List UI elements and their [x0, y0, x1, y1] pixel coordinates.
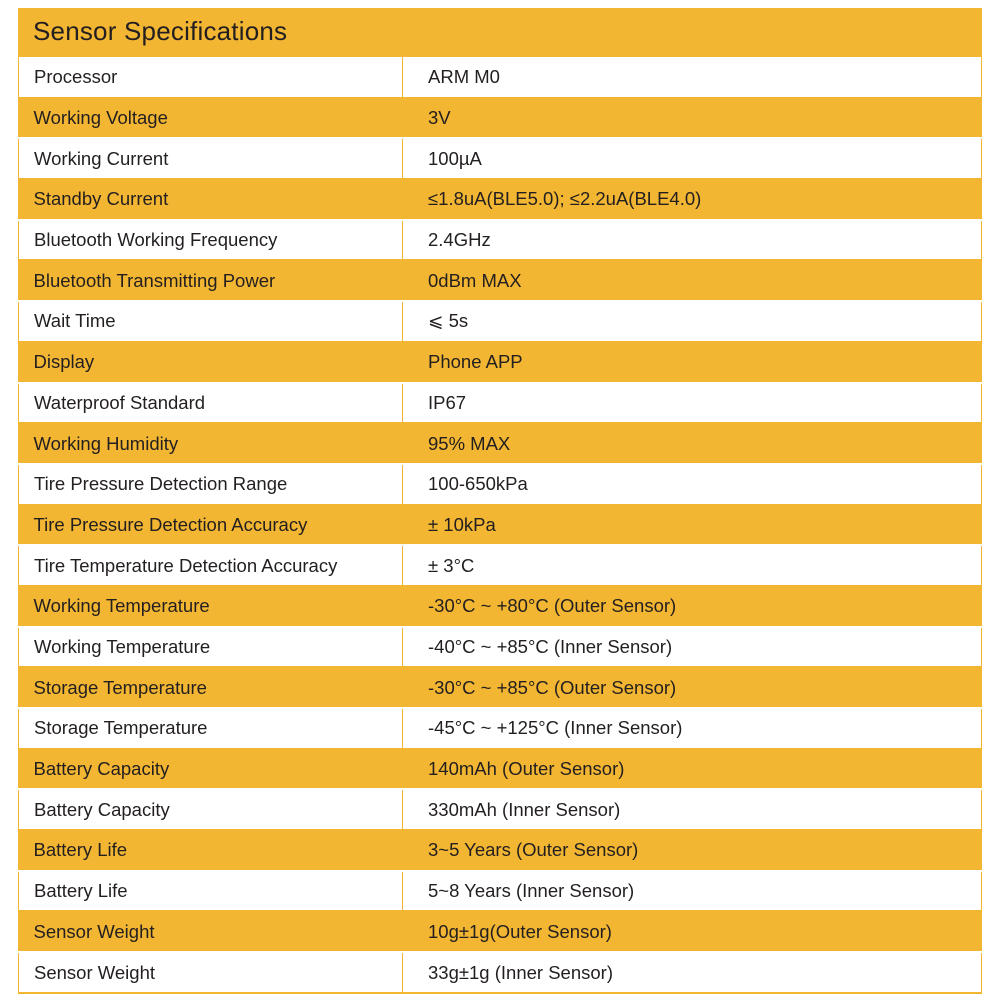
spec-label: Battery Capacity	[19, 749, 403, 790]
spec-label: Display	[19, 342, 403, 383]
spec-card	[18, 8, 982, 994]
spec-label: Working Humidity	[19, 423, 403, 464]
spec-label: Standby Current	[19, 179, 403, 220]
table-row	[19, 383, 982, 424]
spec-label: Working Temperature	[19, 627, 403, 668]
spec-value: -30°C ~ +80°C (Outer Sensor)	[403, 586, 982, 627]
table-row	[19, 911, 982, 952]
table-row	[19, 505, 982, 546]
spec-label: Battery Capacity	[19, 789, 403, 830]
spec-label: Working Voltage	[19, 98, 403, 139]
spec-value: 33g±1g (Inner Sensor)	[403, 952, 982, 993]
spec-label: Wait Time	[19, 301, 403, 342]
spec-label: Tire Pressure Detection Range	[19, 464, 403, 505]
spec-value: ≤1.8uA(BLE5.0); ≤2.2uA(BLE4.0)	[403, 179, 982, 220]
spec-value: 2.4GHz	[403, 220, 982, 261]
spec-label: Processor	[19, 57, 403, 98]
spec-value: 3V	[403, 98, 982, 139]
spec-label: Working Temperature	[19, 586, 403, 627]
spec-value: Phone APP	[403, 342, 982, 383]
table-row	[19, 98, 982, 139]
spec-label: Sensor Weight	[19, 952, 403, 993]
spec-label: Bluetooth Working Frequency	[19, 220, 403, 261]
table-row	[19, 871, 982, 912]
table-row	[19, 301, 982, 342]
spec-label: Battery Life	[19, 871, 403, 912]
table-row	[19, 179, 982, 220]
spec-label: Sensor Weight	[19, 911, 403, 952]
spec-label: Waterproof Standard	[19, 383, 403, 424]
spec-value: 95% MAX	[403, 423, 982, 464]
spec-value: ⩽ 5s	[403, 301, 982, 342]
spec-value: 140mAh (Outer Sensor)	[403, 749, 982, 790]
table-row	[19, 789, 982, 830]
spec-value: 330mAh (Inner Sensor)	[403, 789, 982, 830]
spec-label: Tire Pressure Detection Accuracy	[19, 505, 403, 546]
spec-value: 100-650kPa	[403, 464, 982, 505]
spec-value: 0dBm MAX	[403, 260, 982, 301]
spec-value: -40°C ~ +85°C (Inner Sensor)	[403, 627, 982, 668]
spec-label: Storage Temperature	[19, 667, 403, 708]
spec-label: Working Current	[19, 138, 403, 179]
spec-value: 5~8 Years (Inner Sensor)	[403, 871, 982, 912]
spec-label: Tire Temperature Detection Accuracy	[19, 545, 403, 586]
table-row	[19, 138, 982, 179]
table-row	[19, 57, 982, 98]
spec-table	[18, 57, 982, 994]
spec-value: -45°C ~ +125°C (Inner Sensor)	[403, 708, 982, 749]
page-title: Sensor Specifications	[33, 16, 288, 46]
table-row	[19, 464, 982, 505]
table-row	[19, 627, 982, 668]
table-row	[19, 545, 982, 586]
table-row	[19, 586, 982, 627]
spec-value: ± 10kPa	[403, 505, 982, 546]
table-row	[19, 708, 982, 749]
table-row	[19, 830, 982, 871]
table-row	[19, 423, 982, 464]
spec-value: 3~5 Years (Outer Sensor)	[403, 830, 982, 871]
spec-label: Bluetooth Transmitting Power	[19, 260, 403, 301]
table-row	[19, 667, 982, 708]
table-row	[19, 220, 982, 261]
spec-label: Storage Temperature	[19, 708, 403, 749]
spec-value: 100µA	[403, 138, 982, 179]
table-row	[19, 749, 982, 790]
table-row	[19, 260, 982, 301]
table-row	[19, 952, 982, 993]
spec-label: Battery Life	[19, 830, 403, 871]
spec-value: ± 3°C	[403, 545, 982, 586]
table-row	[19, 342, 982, 383]
spec-value: IP67	[403, 383, 982, 424]
spec-value: 10g±1g(Outer Sensor)	[403, 911, 982, 952]
spec-value: ARM M0	[403, 57, 982, 98]
spec-value: -30°C ~ +85°C (Outer Sensor)	[403, 667, 982, 708]
